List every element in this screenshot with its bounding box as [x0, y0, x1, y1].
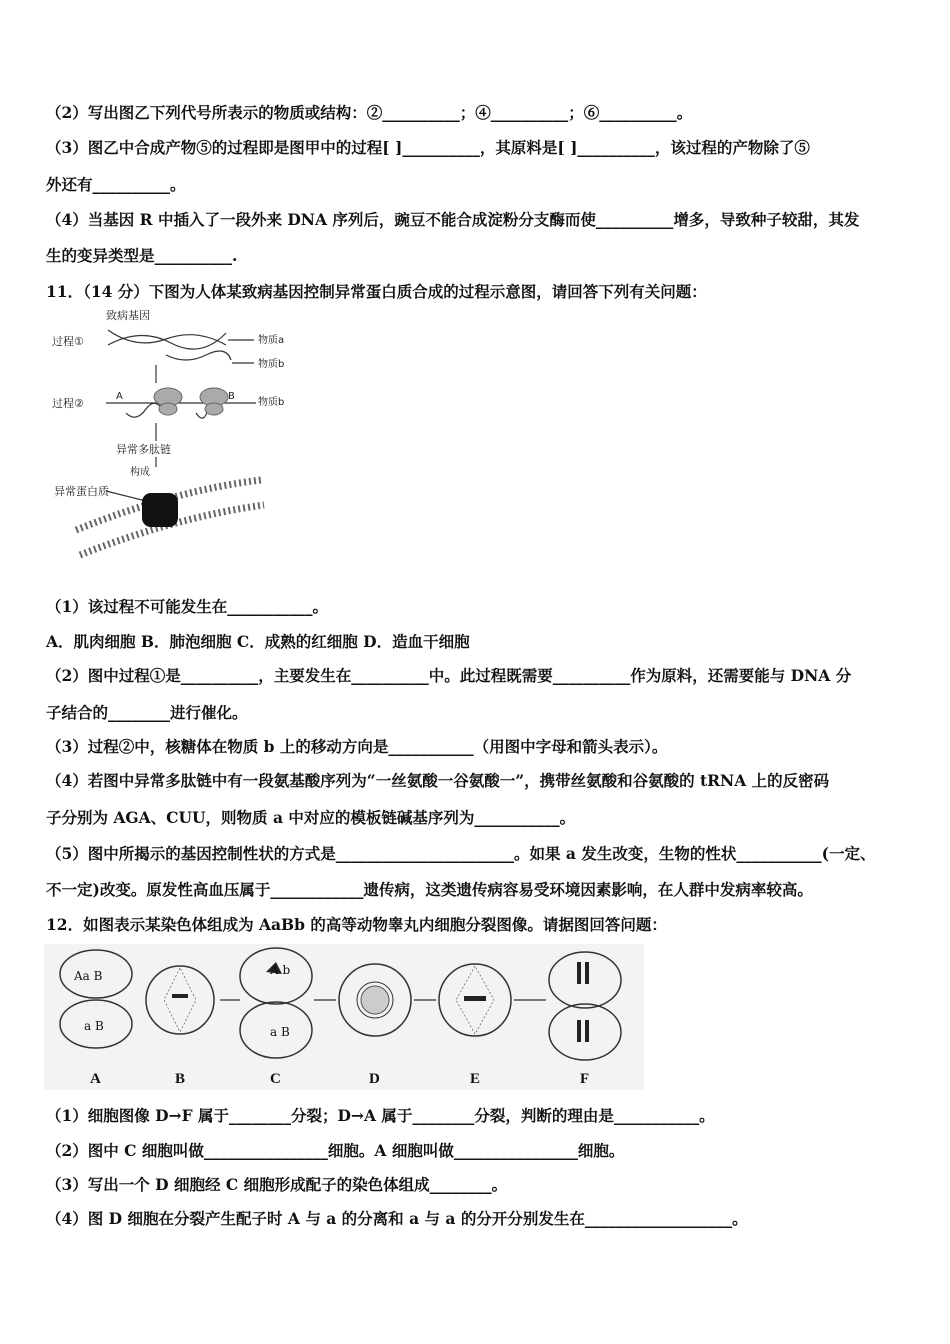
q11-part2-cont: 子结合的________进行催化。	[46, 703, 248, 722]
cell-C-top-genes: A b	[270, 963, 291, 977]
fig11-substance-b2-label: 物质b	[258, 397, 285, 408]
fig11-form-label: 构成	[130, 467, 150, 478]
cell-label-F: F	[580, 1071, 590, 1087]
cell-label-D: D	[369, 1071, 380, 1087]
cell-C-bottom-genes: a B	[270, 1025, 290, 1039]
q11-part2: （2）图中过程①是__________，主要发生在__________中。此过程既需要__________作为原料，还需要能与 DNA 分	[46, 666, 852, 685]
ribosome-2-small	[205, 403, 223, 415]
fig11-substance-a-label: 物质a	[258, 335, 285, 346]
fig11-polypeptide-label: 异常多肽链	[116, 443, 171, 456]
q12-part4: （4）图 D 细胞在分裂产生配子时 A 与 a 的分离和 a 与 a 的分开分别发生在___________________。	[46, 1209, 748, 1228]
q10-part3-cont: 外还有__________。	[46, 175, 186, 194]
q12-part1: （1）细胞图像 D→F 属于________分裂；D→A 属于________分裂，判断的理由是___________。	[46, 1106, 715, 1125]
mrna-strand	[166, 351, 231, 360]
cell-A-bottom-genes: a B	[84, 1019, 104, 1033]
q12-part2: （2）图中 C 细胞叫做________________细胞。A 细胞叫做________________细胞。	[46, 1141, 625, 1160]
q11-options: A．肌肉细胞 B．肺泡细胞 C．成熟的红细胞 D．造血干细胞	[46, 632, 470, 651]
q11-part4: （4）若图中异常多肽链中有一段氨基酸序列为“一丝氨酸一谷氨酸一”，携带丝氨酸和谷氨酸的 tRNA 上的反密码	[46, 771, 830, 790]
q10-part4: （4）当基因 R 中插入了一段外来 DNA 序列后，豌豆不能合成淀粉分支酶而使__________增多，导致种子较甜，其发	[46, 210, 860, 229]
fig11-gene-label: 致病基因	[106, 309, 150, 322]
figure-11-diagram	[46, 305, 306, 575]
q11-part3: （3）过程②中，核糖体在物质 b 上的移动方向是___________（用图中字母和箭头表示）。	[46, 737, 668, 756]
cell-label-C: C	[270, 1071, 281, 1087]
q10-part3: （3）图乙中合成产物⑤的过程即是图甲中的过程[ ]__________，其原料是[ ]__________，该过程的产物除了⑤	[46, 138, 810, 157]
question-11-heading: 11．（14 分）下图为人体某致病基因控制异常蛋白质合成的过程示意图，请回答下列有关问题：	[46, 282, 707, 301]
cell-label-E: E	[470, 1071, 481, 1087]
cell-A-top-genes: Aa B	[74, 969, 103, 983]
ribosome-1-small	[159, 403, 177, 415]
fig11-substance-b-label: 物质b	[258, 359, 285, 370]
fig11-process1-label: 过程①	[52, 335, 84, 348]
q10-part4-cont: 生的变异类型是__________.	[46, 246, 238, 265]
q10-part2: （2）写出图乙下列代号所表示的物质或结构：②__________；④__________；⑥__________。	[46, 103, 693, 122]
q11-part1: （1）该过程不可能发生在___________。	[46, 597, 329, 616]
fig11-label-A: A	[116, 391, 123, 402]
fig11-process2-label: 过程②	[52, 397, 84, 410]
fig11-label-B: B	[228, 391, 235, 402]
q11-part5-cont: 不一定)改变。原发性高血压属于____________遗传病，这类遗传病容易受环境因素影响，在人群中发病率较高。	[46, 880, 813, 899]
q11-part4-cont: 子分别为 AGA、CUU，则物质 a 中对应的模板链碱基序列为___________。	[46, 808, 576, 827]
fig11-protein-label: 异常蛋白质	[54, 485, 109, 498]
abnormal-protein-block	[142, 493, 178, 527]
q12-part3: （3）写出一个 D 细胞经 C 细胞形成配子的染色体组成________。	[46, 1175, 508, 1194]
cell-label-B: B	[175, 1071, 186, 1087]
question-12-heading: 12．如图表示某染色体组成为 AaBb 的高等动物睾丸内细胞分裂图像。请据图回答问题：	[46, 915, 667, 934]
dna-strand-2	[108, 333, 226, 349]
q11-part5: （5）图中所揭示的基因控制性状的方式是_______________________。如果 a 发生改变，生物的性状___________(一定、	[46, 844, 876, 863]
figure-12-diagram	[44, 944, 644, 1094]
cell-label-A: A	[90, 1071, 101, 1087]
